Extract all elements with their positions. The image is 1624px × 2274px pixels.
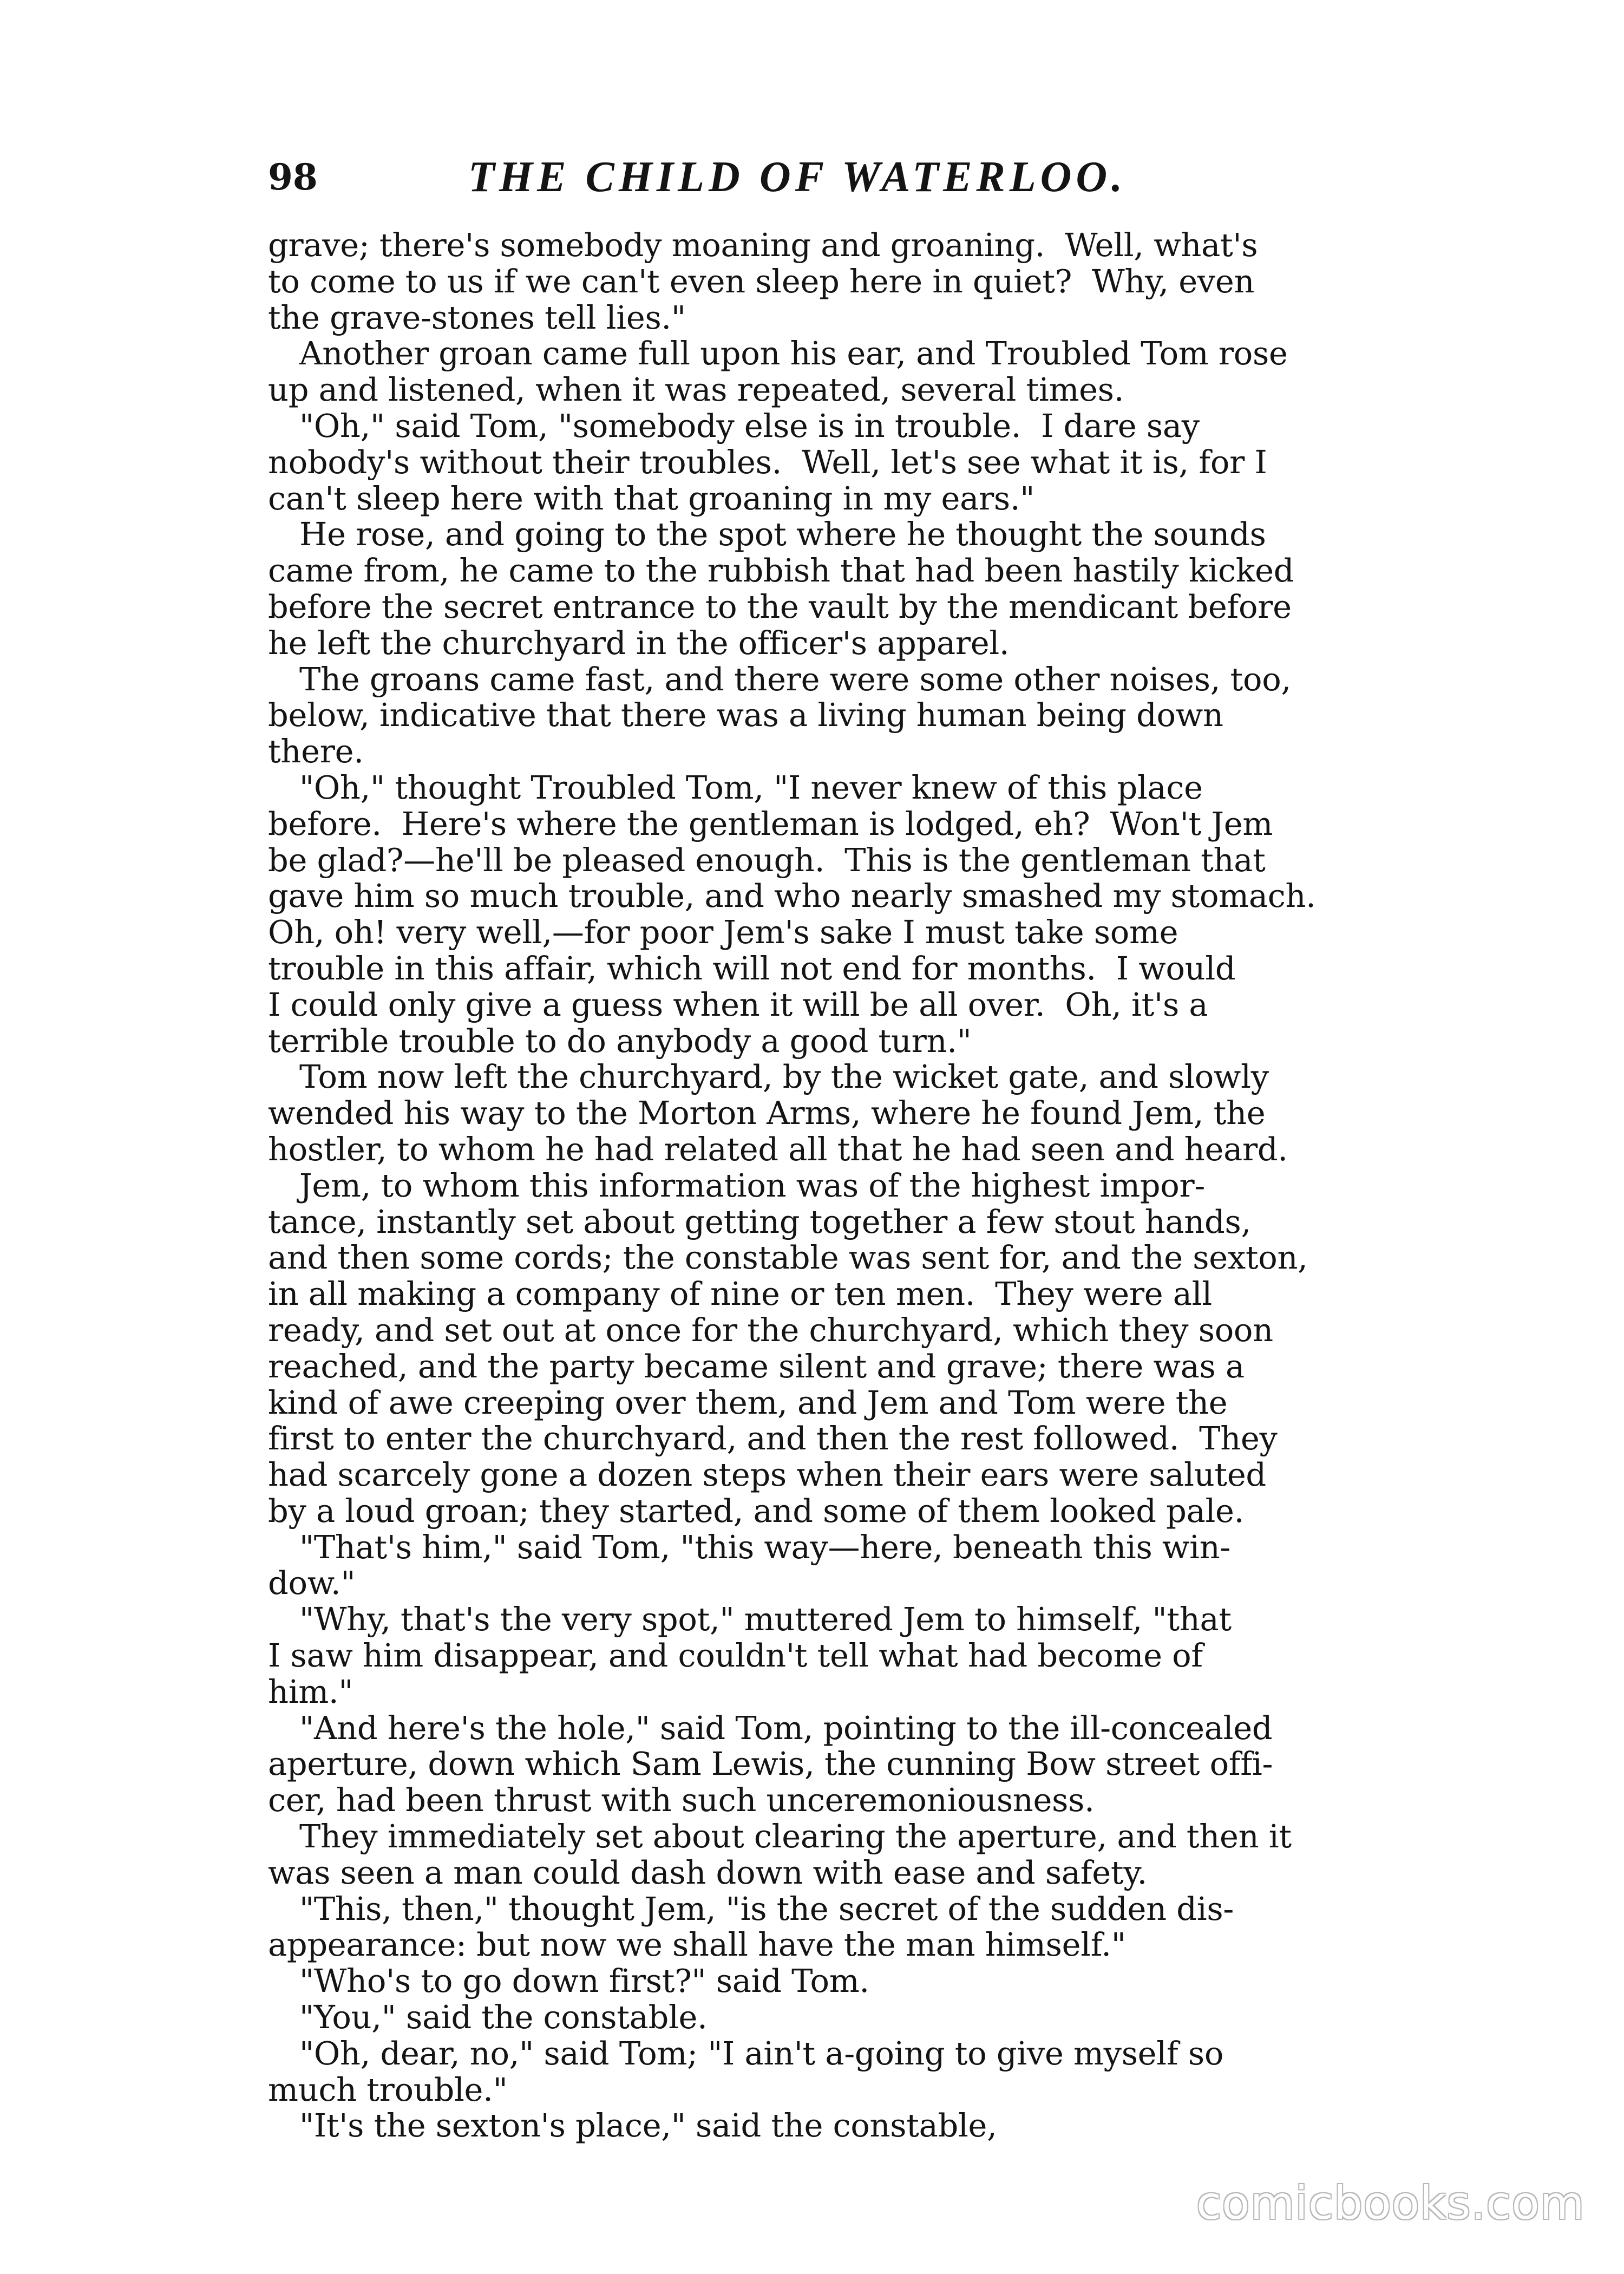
- paragraph-first-line: He rose, and going to the spot where he thought the sounds: [299, 515, 1266, 553]
- paragraph-line: up and listened, when it was repeated, several times.: [268, 371, 1124, 409]
- paragraph-line: before. Here's where the gentleman is lodged, eh? Won't Jem: [268, 805, 1273, 842]
- paragraph-line: appearance: but now we shall have the man himself.": [268, 1926, 1126, 1964]
- paragraph-line: the grave-stones tell lies.": [268, 298, 686, 336]
- paragraph-first-line: Another groan came full upon his ear, and Troubled Tom rose: [299, 335, 1288, 373]
- paragraph-line: nobody's without their troubles. Well, let's see what it is, for I: [268, 443, 1267, 481]
- watermark: comicbooks.com: [1196, 2177, 1585, 2230]
- paragraph-first-line: "And here's the hole," said Tom, pointing to the ill-concealed: [299, 1709, 1273, 1747]
- paragraph-line: first to enter the churchyard, and then the rest followed. They: [268, 1420, 1278, 1458]
- paragraph-line: before the secret entrance to the vault by the mendicant before: [268, 587, 1292, 625]
- paragraph-first-line: Jem, to whom this information was of the highest impor-: [299, 1166, 1205, 1204]
- paragraph-line: hostler, to whom he had related all that he had seen and heard.: [268, 1130, 1288, 1168]
- paragraph-line: had scarcely gone a dozen steps when their ears were saluted: [268, 1456, 1266, 1494]
- body-text: [268, 227, 1394, 2144]
- paragraph-line: dow.": [268, 1564, 356, 1602]
- paragraph-first-line: Tom now left the churchyard, by the wicket gate, and slowly: [299, 1058, 1269, 1096]
- paragraph-line: below, indicative that there was a living human being down: [268, 696, 1223, 734]
- paragraph-line: terrible trouble to do anybody a good turn.": [268, 1022, 972, 1060]
- paragraph-first-line: grave; there's somebody moaning and groaning. Well, what's: [268, 226, 1258, 264]
- paragraph-line: him.": [268, 1672, 353, 1710]
- paragraph-line: reached, and the party became silent and grave; there was a: [268, 1347, 1245, 1385]
- paragraph-line: Oh, oh! very well,—for poor Jem's sake I must take some: [268, 913, 1178, 951]
- paragraph-line: by a loud groan; they started, and some of them looked pale.: [268, 1492, 1245, 1530]
- paragraph-first-line: "Oh," said Tom, "somebody else is in trouble. I dare say: [299, 407, 1200, 445]
- paragraph-line: to come to us if we can't even sleep here in quiet? Why, even: [268, 262, 1255, 300]
- paragraph-line: kind of awe creeping over them, and Jem and Tom were the: [268, 1383, 1228, 1421]
- paragraph-line: cer, had been thrust with such unceremoniousness.: [268, 1781, 1095, 1819]
- paragraph-first-line: "Why, that's the very spot," muttered Jem to himself, "that: [299, 1600, 1232, 1638]
- paragraph-first-line: "It's the sexton's place," said the constable,: [299, 2107, 997, 2145]
- paragraph-line: came from, he came to the rubbish that had been hastily kicked: [268, 552, 1294, 590]
- paragraph-first-line: "Oh," thought Troubled Tom, "I never knew of this place: [299, 768, 1203, 806]
- paragraph-line: can't sleep here with that groaning in my ears.": [268, 479, 1035, 517]
- paragraph-line: and then some cords; the constable was sent for, and the sexton,: [268, 1239, 1308, 1277]
- paragraph-line: was seen a man could dash down with ease and safety.: [268, 1853, 1147, 1891]
- paragraph-first-line: "Who's to go down first?" said Tom.: [299, 1962, 869, 2000]
- page-header-title: THE CHILD OF WATERLOO.: [468, 153, 1127, 201]
- paragraph-line: there.: [268, 733, 364, 770]
- paragraph-first-line: The groans came fast, and there were some other noises, too,: [299, 660, 1291, 698]
- paragraph-line: gave him so much trouble, and who nearly smashed my stomach.: [268, 877, 1316, 915]
- paragraph-line: I saw him disappear, and couldn't tell what had become of: [268, 1637, 1203, 1675]
- paragraph-first-line: "That's him," said Tom, "this way—here, beneath this win-: [299, 1528, 1231, 1566]
- paragraph-line: much trouble.": [268, 2070, 508, 2108]
- paragraph-line: aperture, down which Sam Lewis, the cunning Bow street offi-: [268, 1745, 1273, 1783]
- paragraph-first-line: "You," said the constable.: [299, 1998, 708, 2036]
- paragraph-line: wended his way to the Morton Arms, where he found Jem, the: [268, 1094, 1266, 1132]
- paragraph-line: trouble in this affair, which will not end for months. I would: [268, 949, 1236, 987]
- paragraph-line: tance, instantly set about getting together a few stout hands,: [268, 1203, 1251, 1240]
- paragraph-first-line: They immediately set about clearing the aperture, and then it: [299, 1818, 1292, 1855]
- paragraph-first-line: "Oh, dear, no," said Tom; "I ain't a-going to give myself so: [299, 2034, 1224, 2072]
- page-number: 98: [268, 156, 318, 198]
- paragraph-line: in all making a company of nine or ten men. They were all: [268, 1275, 1212, 1313]
- paragraph-line: ready, and set out at once for the churchyard, which they soon: [268, 1311, 1273, 1349]
- running-head: [268, 153, 1394, 201]
- paragraph-first-line: "This, then," thought Jem, "is the secret of the sudden dis-: [299, 1890, 1234, 1927]
- paragraph-line: I could only give a guess when it will be all over. Oh, it's a: [268, 985, 1208, 1023]
- paragraph-line: he left the churchyard in the officer's apparel.: [268, 624, 1010, 662]
- paragraph-line: be glad?—he'll be pleased enough. This is the gentleman that: [268, 841, 1266, 879]
